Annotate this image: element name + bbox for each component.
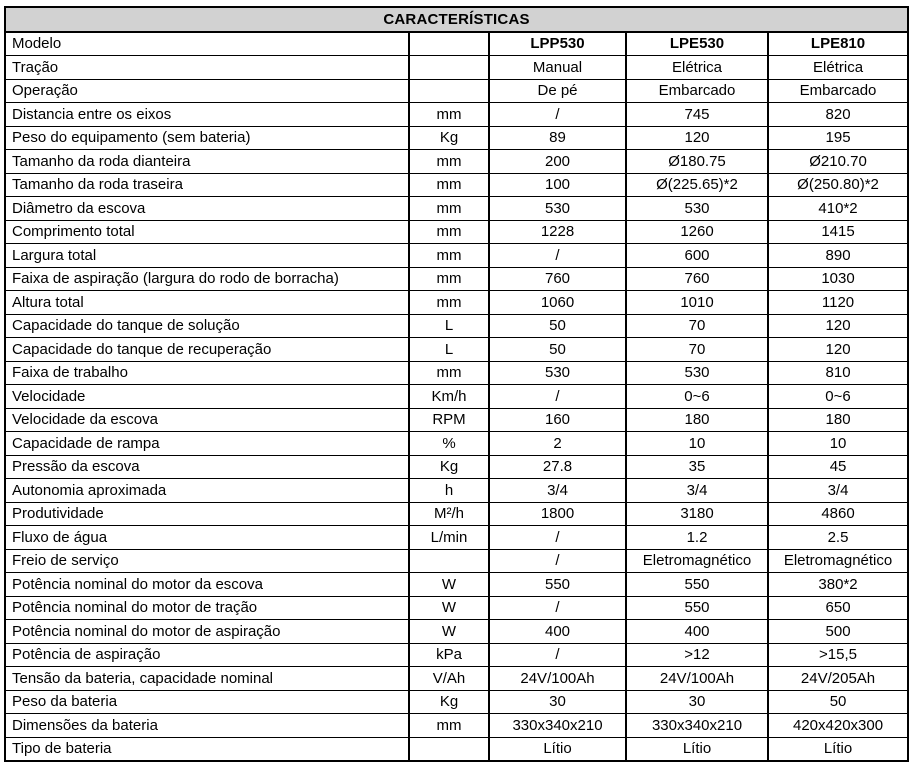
spec-value-lpp530: Manual bbox=[489, 56, 626, 80]
spec-value-lpp530: 3/4 bbox=[489, 479, 626, 503]
table-row bbox=[5, 150, 908, 174]
spec-value-lpe810: 650 bbox=[768, 596, 908, 620]
table-row bbox=[5, 220, 908, 244]
spec-label: Potência nominal do motor da escova bbox=[5, 573, 409, 597]
spec-label: Dimensões da bateria bbox=[5, 714, 409, 738]
spec-value-lpe810: 420x420x300 bbox=[768, 714, 908, 738]
spec-unit: mm bbox=[409, 220, 489, 244]
spec-value-lpe810: 4860 bbox=[768, 502, 908, 526]
spec-label: Autonomia aproximada bbox=[5, 479, 409, 503]
table-row bbox=[5, 479, 908, 503]
spec-value-lpe810: 120 bbox=[768, 314, 908, 338]
spec-unit bbox=[409, 79, 489, 103]
spec-value-lpe810: Embarcado bbox=[768, 79, 908, 103]
spec-value-lpe810: 810 bbox=[768, 361, 908, 385]
spec-value-lpp530: 100 bbox=[489, 173, 626, 197]
spec-value-lpe810: 0~6 bbox=[768, 385, 908, 409]
characteristics-table bbox=[4, 6, 909, 762]
spec-label: Potência nominal do motor de tração bbox=[5, 596, 409, 620]
spec-value-lpe810: 50 bbox=[768, 690, 908, 714]
table-row bbox=[5, 643, 908, 667]
spec-value-lpp530: De pé bbox=[489, 79, 626, 103]
table-row bbox=[5, 620, 908, 644]
spec-value-lpe530: 760 bbox=[626, 267, 768, 291]
spec-label: Tamanho da roda traseira bbox=[5, 173, 409, 197]
spec-value-lpp530: 1060 bbox=[489, 291, 626, 315]
spec-value-lpe810: 24V/205Ah bbox=[768, 667, 908, 691]
table-row bbox=[5, 56, 908, 80]
spec-label: Altura total bbox=[5, 291, 409, 315]
spec-value-lpe810: 3/4 bbox=[768, 479, 908, 503]
spec-value-lpp530: / bbox=[489, 549, 626, 573]
spec-label: Distancia entre os eixos bbox=[5, 103, 409, 127]
spec-value-lpe810: 500 bbox=[768, 620, 908, 644]
spec-value-lpp530: 160 bbox=[489, 408, 626, 432]
table-row bbox=[5, 573, 908, 597]
spec-value-lpe810: Eletromagnético bbox=[768, 549, 908, 573]
spec-label: Peso do equipamento (sem bateria) bbox=[5, 126, 409, 150]
table-row bbox=[5, 667, 908, 691]
spec-value-lpp530: 89 bbox=[489, 126, 626, 150]
spec-value-lpe810: Lítio bbox=[768, 737, 908, 761]
table-row bbox=[5, 197, 908, 221]
spec-unit: Kg bbox=[409, 126, 489, 150]
table-row bbox=[5, 173, 908, 197]
spec-value-lpp530: / bbox=[489, 526, 626, 550]
spec-value-lpe810: 1120 bbox=[768, 291, 908, 315]
spec-value-lpe530: 0~6 bbox=[626, 385, 768, 409]
spec-unit bbox=[409, 56, 489, 80]
spec-value-lpe810: 2.5 bbox=[768, 526, 908, 550]
spec-value-lpe530: 330x340x210 bbox=[626, 714, 768, 738]
spec-label: Modelo bbox=[5, 32, 409, 56]
spec-unit: L bbox=[409, 338, 489, 362]
spec-label: Faixa de trabalho bbox=[5, 361, 409, 385]
spec-value-lpe810: 820 bbox=[768, 103, 908, 127]
spec-value-lpp530: 2 bbox=[489, 432, 626, 456]
spec-value-lpe530: 3/4 bbox=[626, 479, 768, 503]
spec-value-lpp530: 30 bbox=[489, 690, 626, 714]
spec-value-lpe530: Ø(225.65)*2 bbox=[626, 173, 768, 197]
spec-value-lpe810: 380*2 bbox=[768, 573, 908, 597]
spec-unit: Kg bbox=[409, 455, 489, 479]
spec-unit: mm bbox=[409, 197, 489, 221]
table-row bbox=[5, 126, 908, 150]
spec-label: Capacidade do tanque de recuperação bbox=[5, 338, 409, 362]
spec-value-lpe810: Elétrica bbox=[768, 56, 908, 80]
spec-unit: mm bbox=[409, 150, 489, 174]
spec-value-lpe810: Ø210.70 bbox=[768, 150, 908, 174]
spec-unit: kPa bbox=[409, 643, 489, 667]
spec-unit: mm bbox=[409, 103, 489, 127]
spec-value-lpp530: 50 bbox=[489, 338, 626, 362]
table-row bbox=[5, 291, 908, 315]
spec-unit: W bbox=[409, 596, 489, 620]
spec-value-lpp530: 330x340x210 bbox=[489, 714, 626, 738]
spec-value-lpe530: 600 bbox=[626, 244, 768, 268]
spec-value-lpp530: LPP530 bbox=[489, 32, 626, 56]
table-row bbox=[5, 244, 908, 268]
spec-value-lpp530: 24V/100Ah bbox=[489, 667, 626, 691]
spec-unit: V/Ah bbox=[409, 667, 489, 691]
spec-value-lpe810: >15,5 bbox=[768, 643, 908, 667]
spec-value-lpe530: 1.2 bbox=[626, 526, 768, 550]
spec-value-lpp530: / bbox=[489, 244, 626, 268]
spec-value-lpe530: 530 bbox=[626, 361, 768, 385]
spec-label: Diâmetro da escova bbox=[5, 197, 409, 221]
spec-value-lpe530: Elétrica bbox=[626, 56, 768, 80]
spec-value-lpp530: 1800 bbox=[489, 502, 626, 526]
table-row bbox=[5, 385, 908, 409]
spec-value-lpe530: 70 bbox=[626, 314, 768, 338]
spec-label: Peso da bateria bbox=[5, 690, 409, 714]
spec-label: Operação bbox=[5, 79, 409, 103]
spec-unit: mm bbox=[409, 267, 489, 291]
table-row bbox=[5, 432, 908, 456]
spec-unit: Kg bbox=[409, 690, 489, 714]
spec-unit bbox=[409, 32, 489, 56]
table-row bbox=[5, 79, 908, 103]
spec-value-lpe810: 890 bbox=[768, 244, 908, 268]
spec-unit: % bbox=[409, 432, 489, 456]
spec-value-lpp530: / bbox=[489, 103, 626, 127]
spec-value-lpe530: 70 bbox=[626, 338, 768, 362]
spec-value-lpp530: / bbox=[489, 643, 626, 667]
spec-value-lpe530: Embarcado bbox=[626, 79, 768, 103]
spec-value-lpe810: 45 bbox=[768, 455, 908, 479]
spec-value-lpe810: 180 bbox=[768, 408, 908, 432]
spec-value-lpe530: 745 bbox=[626, 103, 768, 127]
spec-unit: L/min bbox=[409, 526, 489, 550]
spec-unit: mm bbox=[409, 291, 489, 315]
table-title-row bbox=[5, 7, 908, 32]
spec-unit: mm bbox=[409, 244, 489, 268]
spec-value-lpe530: 1010 bbox=[626, 291, 768, 315]
spec-label: Pressão da escova bbox=[5, 455, 409, 479]
spec-value-lpe530: Ø180.75 bbox=[626, 150, 768, 174]
table-row bbox=[5, 737, 908, 761]
spec-unit: mm bbox=[409, 173, 489, 197]
spec-value-lpe530: 10 bbox=[626, 432, 768, 456]
spec-value-lpp530: 530 bbox=[489, 197, 626, 221]
spec-label: Largura total bbox=[5, 244, 409, 268]
spec-label: Potência de aspiração bbox=[5, 643, 409, 667]
spec-label: Tensão da bateria, capacidade nominal bbox=[5, 667, 409, 691]
table-row bbox=[5, 314, 908, 338]
spec-value-lpe530: LPE530 bbox=[626, 32, 768, 56]
spec-value-lpe530: 35 bbox=[626, 455, 768, 479]
spec-value-lpp530: / bbox=[489, 596, 626, 620]
spec-label: Produtividade bbox=[5, 502, 409, 526]
spec-label: Comprimento total bbox=[5, 220, 409, 244]
table-row bbox=[5, 267, 908, 291]
spec-value-lpe530: Lítio bbox=[626, 737, 768, 761]
spec-label: Tração bbox=[5, 56, 409, 80]
spec-value-lpe810: 120 bbox=[768, 338, 908, 362]
spec-value-lpp530: 50 bbox=[489, 314, 626, 338]
table-row bbox=[5, 408, 908, 432]
spec-value-lpe810: 1415 bbox=[768, 220, 908, 244]
table-row bbox=[5, 32, 908, 56]
table-row bbox=[5, 596, 908, 620]
spec-value-lpe810: 10 bbox=[768, 432, 908, 456]
table-row bbox=[5, 714, 908, 738]
spec-unit: W bbox=[409, 620, 489, 644]
table-row bbox=[5, 361, 908, 385]
spec-unit: mm bbox=[409, 361, 489, 385]
spec-unit bbox=[409, 737, 489, 761]
spec-value-lpe810: 410*2 bbox=[768, 197, 908, 221]
spec-value-lpp530: 400 bbox=[489, 620, 626, 644]
spec-unit: M²/h bbox=[409, 502, 489, 526]
spec-unit: Km/h bbox=[409, 385, 489, 409]
spec-unit: L bbox=[409, 314, 489, 338]
spec-value-lpe530: 30 bbox=[626, 690, 768, 714]
spec-value-lpe530: >12 bbox=[626, 643, 768, 667]
spec-value-lpe530: Eletromagnético bbox=[626, 549, 768, 573]
spec-label: Potência nominal do motor de aspiração bbox=[5, 620, 409, 644]
table-row bbox=[5, 690, 908, 714]
spec-value-lpe530: 120 bbox=[626, 126, 768, 150]
spec-unit: RPM bbox=[409, 408, 489, 432]
spec-value-lpe810: 195 bbox=[768, 126, 908, 150]
spec-value-lpp530: 1228 bbox=[489, 220, 626, 244]
table-row bbox=[5, 549, 908, 573]
spec-value-lpe530: 550 bbox=[626, 596, 768, 620]
spec-value-lpp530: 550 bbox=[489, 573, 626, 597]
spec-value-lpe530: 550 bbox=[626, 573, 768, 597]
table-body bbox=[5, 32, 908, 762]
spec-value-lpe810: Ø(250.80)*2 bbox=[768, 173, 908, 197]
spec-value-lpp530: 530 bbox=[489, 361, 626, 385]
spec-label: Faixa de aspiração (largura do rodo de borracha) bbox=[5, 267, 409, 291]
spec-value-lpe810: 1030 bbox=[768, 267, 908, 291]
spec-unit: h bbox=[409, 479, 489, 503]
spec-unit bbox=[409, 549, 489, 573]
table-row bbox=[5, 103, 908, 127]
spec-label: Tamanho da roda dianteira bbox=[5, 150, 409, 174]
spec-value-lpe810: LPE810 bbox=[768, 32, 908, 56]
spec-label: Freio de serviço bbox=[5, 549, 409, 573]
spec-value-lpp530: 27.8 bbox=[489, 455, 626, 479]
spec-label: Capacidade de rampa bbox=[5, 432, 409, 456]
spec-unit: W bbox=[409, 573, 489, 597]
table-title: CARACTERÍSTICAS bbox=[5, 7, 908, 32]
table-row bbox=[5, 455, 908, 479]
spec-value-lpe530: 3180 bbox=[626, 502, 768, 526]
spec-unit: mm bbox=[409, 714, 489, 738]
table-row bbox=[5, 526, 908, 550]
spec-label: Fluxo de água bbox=[5, 526, 409, 550]
spec-value-lpp530: 760 bbox=[489, 267, 626, 291]
spec-label: Velocidade da escova bbox=[5, 408, 409, 432]
spec-value-lpe530: 1260 bbox=[626, 220, 768, 244]
spec-value-lpe530: 400 bbox=[626, 620, 768, 644]
spec-value-lpe530: 24V/100Ah bbox=[626, 667, 768, 691]
spec-label: Velocidade bbox=[5, 385, 409, 409]
spec-value-lpe530: 180 bbox=[626, 408, 768, 432]
spec-label: Tipo de bateria bbox=[5, 737, 409, 761]
table-row bbox=[5, 502, 908, 526]
spec-label: Capacidade do tanque de solução bbox=[5, 314, 409, 338]
spec-value-lpp530: / bbox=[489, 385, 626, 409]
table-row bbox=[5, 338, 908, 362]
spec-value-lpp530: Lítio bbox=[489, 737, 626, 761]
spec-value-lpe530: 530 bbox=[626, 197, 768, 221]
spec-value-lpp530: 200 bbox=[489, 150, 626, 174]
